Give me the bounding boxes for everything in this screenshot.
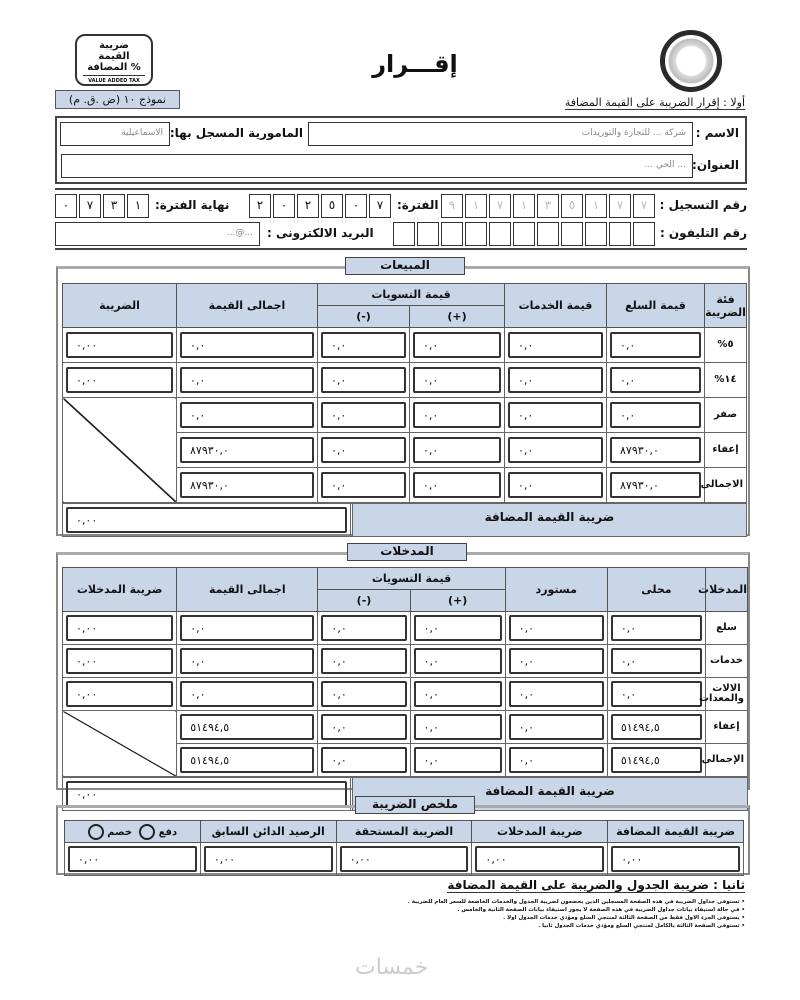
value-cell[interactable]: ٠,٠ <box>508 402 603 428</box>
value-cell[interactable]: ٨٧٩٣٠,٠ <box>180 437 314 463</box>
digit-box[interactable] <box>609 222 631 246</box>
notes-list <box>225 898 745 930</box>
name-field[interactable]: شركة ... للتجارة والتوريدات <box>308 122 693 146</box>
header-adjustments: قيمة التسويات <box>318 568 505 590</box>
digit-box[interactable]: ٩ <box>441 194 463 218</box>
digit-box[interactable]: ٧ <box>79 194 101 218</box>
value-cell[interactable]: ٠,٠ <box>321 681 406 707</box>
value-cell[interactable]: ٠,٠ <box>508 367 603 393</box>
value-cell[interactable]: ٥١٤٩٤,٥ <box>611 747 702 773</box>
email-label: البريد الالكترونى : <box>267 226 374 240</box>
summary-vat-value[interactable]: ٠,٠٠ <box>611 846 740 872</box>
digit-box[interactable]: ٧ <box>633 194 655 218</box>
office-field[interactable]: الاسماعيلية <box>60 122 170 146</box>
value-cell[interactable]: ٠,٠ <box>413 367 501 393</box>
value-cell[interactable]: ٠,٠ <box>611 648 702 674</box>
value-cell[interactable]: ٠,٠ <box>413 402 501 428</box>
inputs-table <box>62 567 748 811</box>
deduct-radio[interactable] <box>88 824 104 840</box>
value-cell[interactable]: ٥١٤٩٤,٥ <box>611 714 702 740</box>
crossed-out-cell <box>63 711 177 777</box>
row-category: صفر <box>705 398 747 433</box>
note: • يستوفى الجزء الاول فقط من الصفحة الثالثة لمنتجي السلع ومؤدي خدمات الجدول اولا . <box>503 915 745 921</box>
sales-section <box>56 266 750 536</box>
digit-box[interactable] <box>585 222 607 246</box>
digit-box[interactable] <box>537 222 559 246</box>
value-cell[interactable]: ٠,٠ <box>610 367 701 393</box>
value-cell[interactable]: ٠,٠ <box>509 714 604 740</box>
value-cell[interactable]: ٠,٠ <box>321 437 406 463</box>
value-cell[interactable]: ٠,٠ <box>414 648 502 674</box>
watermark: خمسات <box>355 955 429 980</box>
name-label: الاسم : <box>695 126 739 140</box>
digit-box[interactable]: ٢ <box>249 194 271 218</box>
summary-table <box>64 820 744 876</box>
pay-label: دفع <box>158 826 178 838</box>
value-cell[interactable]: ٠,٠ <box>180 681 314 707</box>
value-cell[interactable]: ٠,٠ <box>321 332 406 358</box>
value-cell[interactable]: ٠,٠ <box>509 615 604 641</box>
value-cell[interactable]: ٨٧٩٣٠,٠ <box>180 472 314 498</box>
digit-box[interactable]: ٧ <box>609 194 631 218</box>
registration-box <box>55 188 747 250</box>
value-cell[interactable]: ٠,٠ <box>509 681 604 707</box>
value-cell[interactable]: ٠,٠ <box>414 681 502 707</box>
page-title: إقـــرار <box>372 50 458 78</box>
digit-box[interactable]: ٠ <box>345 194 367 218</box>
table-row <box>63 711 748 744</box>
header-goods: قيمة السلع <box>607 284 705 328</box>
summary-section <box>56 805 750 875</box>
form-number-badge: نموذج ١٠ (ض .ق. م) <box>55 90 180 109</box>
row-category: إعفاء <box>705 711 747 744</box>
digit-box[interactable] <box>633 222 655 246</box>
header-plus: (+) <box>410 590 505 612</box>
digit-box[interactable]: ٣ <box>103 194 125 218</box>
table-row <box>63 363 747 398</box>
header-minus: (-) <box>318 590 410 612</box>
value-cell[interactable]: ٠,٠ <box>321 615 406 641</box>
vat-label: ضريبة القيمة المضافة <box>353 778 747 810</box>
digit-box[interactable] <box>417 222 439 246</box>
row-category: سلع <box>705 612 747 645</box>
value-cell[interactable]: ٠,٠ <box>321 648 406 674</box>
value-cell[interactable]: ٨٧٩٣٠,٠ <box>610 437 701 463</box>
summary-pay-deduct <box>65 821 201 843</box>
period-end-boxes[interactable] <box>55 194 149 218</box>
summary-pay-deduct-value[interactable]: ٠,٠٠ <box>68 846 197 872</box>
row-category: خدمات <box>705 645 747 678</box>
header-services: قيمة الخدمات <box>505 284 607 328</box>
note: • تستوفى جداول الضريبة في هذه الصفحة المسجلين الذين يخضعون لضريبة الجدول والخدمات الخاضعة للسعر العام للضريبة . <box>407 899 745 905</box>
inputs-title: المدخلات <box>347 543 467 561</box>
deduct-label: خصم <box>107 826 133 838</box>
value-cell[interactable]: ٠,٠ <box>509 648 604 674</box>
table-row <box>63 328 747 363</box>
digit-box[interactable]: ١ <box>513 194 535 218</box>
sales-title: المبيعات <box>345 257 465 275</box>
period-boxes[interactable] <box>249 194 391 218</box>
note: • تستوفى الصفحة الثالثة بالكامل لمنتجي السلع ومؤدي خدمات الجدول ثانيا . <box>538 923 745 929</box>
digit-box[interactable]: ٣ <box>537 194 559 218</box>
table-row <box>63 678 748 711</box>
value-cell[interactable]: ٠,٠ <box>509 747 604 773</box>
digit-box[interactable]: ٧ <box>369 194 391 218</box>
note: • في حالة استيفاء بيانات جداول الضريبة في هذه الصفحة لا يجوز استيفاء بيانات الصفحة الثانية والخامس . <box>457 907 745 913</box>
phone-label: رقم التليفون : <box>659 226 747 240</box>
value-cell[interactable]: ٠,٠ <box>413 332 501 358</box>
header-adjustments: قيمة التسويات <box>318 284 505 306</box>
reg-number-boxes[interactable] <box>441 194 655 218</box>
value-cell[interactable]: ٠,٠ <box>414 714 502 740</box>
digit-box[interactable] <box>393 222 415 246</box>
digit-box[interactable]: ١ <box>127 194 149 218</box>
digit-box[interactable]: ١ <box>585 194 607 218</box>
header-category: المدخلات <box>705 568 747 612</box>
row-category: الإجمالى <box>705 744 747 777</box>
crossed-out-cell <box>63 398 177 503</box>
header-total: اجمالى القيمة <box>177 568 318 612</box>
email-field[interactable]: ...@... <box>55 222 260 246</box>
row-category: ١٤% <box>705 363 747 398</box>
digit-box[interactable]: ٧ <box>489 194 511 218</box>
tax-cell[interactable]: ٠,٠٠ <box>66 367 173 393</box>
summary-header-due-tax: الضريبة المستحقة <box>336 821 472 843</box>
summary-header-vat: ضريبة القيمة المضافة <box>608 821 744 843</box>
header-local: محلى <box>607 568 705 612</box>
tax-cell[interactable]: ٠,٠٠ <box>66 615 173 641</box>
value-cell[interactable]: ٠,٠ <box>180 367 314 393</box>
digit-box[interactable] <box>441 222 463 246</box>
pay-radio[interactable] <box>139 824 155 840</box>
vat-logo: ضريبة القيمة المضافة % VALUE ADDED TAX <box>75 34 153 86</box>
reg-label: رقم التسجيل : <box>659 198 747 212</box>
summary-header-prev-credit: الرصيد الدائن السابق <box>200 821 336 843</box>
value-cell[interactable]: ٠,٠ <box>414 747 502 773</box>
row-category: الالات والمعدات <box>705 678 747 711</box>
value-cell[interactable]: ٠,٠ <box>508 332 603 358</box>
value-cell[interactable]: ٠,٠ <box>180 648 314 674</box>
value-cell[interactable]: ٠,٠ <box>180 615 314 641</box>
digit-box[interactable]: ٢ <box>297 194 319 218</box>
value-cell[interactable]: ٠,٠ <box>414 615 502 641</box>
header-plus: (+) <box>410 306 505 328</box>
value-cell[interactable]: ٠,٠ <box>321 472 406 498</box>
value-cell[interactable]: ٠,٠ <box>180 332 314 358</box>
value-cell[interactable]: ٠,٠ <box>321 402 406 428</box>
digit-box[interactable] <box>561 222 583 246</box>
row-category: ٥% <box>705 328 747 363</box>
header-tax: ضريبة المدخلات <box>63 568 177 612</box>
digit-box[interactable] <box>489 222 511 246</box>
value-cell[interactable]: ٠,٠ <box>508 472 603 498</box>
summary-title: ملخص الضريبة <box>355 796 475 814</box>
digit-box[interactable]: ١ <box>465 194 487 218</box>
table-row <box>63 612 748 645</box>
summary-inputs-tax-value[interactable]: ٠,٠٠ <box>475 846 604 872</box>
row-category: إعفاء <box>705 433 747 468</box>
value-cell[interactable]: ٠,٠ <box>321 714 406 740</box>
header-category: فئة الضريبة <box>705 284 747 328</box>
summary-prev-credit-value[interactable]: ٠,٠٠ <box>204 846 333 872</box>
table-row <box>63 398 747 433</box>
value-cell[interactable]: ٠,٠ <box>413 437 501 463</box>
header-minus: (-) <box>318 306 410 328</box>
value-cell[interactable]: ٠,٠ <box>321 367 406 393</box>
tax-cell[interactable]: ٠,٠٠ <box>66 648 173 674</box>
vat-value[interactable]: ٠,٠٠ <box>66 507 347 533</box>
tax-cell[interactable]: ٠,٠٠ <box>66 332 173 358</box>
authority-seal-icon <box>660 30 722 92</box>
value-cell[interactable]: ٠,٠ <box>508 437 603 463</box>
value-cell[interactable]: ٠,٠ <box>413 472 501 498</box>
value-cell[interactable]: ٨٧٩٣٠,٠ <box>610 472 701 498</box>
value-cell[interactable]: ٠,٠ <box>611 615 702 641</box>
table-row <box>63 645 748 678</box>
vat-label: ضريبة القيمة المضافة <box>353 504 746 536</box>
tax-cell[interactable]: ٠,٠٠ <box>66 681 173 707</box>
digit-box[interactable] <box>465 222 487 246</box>
value-cell[interactable]: ٥١٤٩٤,٥ <box>180 747 314 773</box>
period-end-label: نهاية الفترة: <box>155 198 230 212</box>
period-label: الفترة: <box>397 198 439 212</box>
value-cell[interactable]: ٠,٠ <box>611 681 702 707</box>
vat-value[interactable]: ٠,٠٠ <box>66 781 347 807</box>
summary-header-inputs-tax: ضريبة المدخلات <box>472 821 608 843</box>
header-imported: مستورد <box>505 568 607 612</box>
taxpayer-info-box <box>55 116 747 184</box>
digit-box[interactable]: ٥ <box>321 194 343 218</box>
address-field[interactable]: ... الحي ... <box>61 154 693 178</box>
value-cell[interactable]: ٠,٠ <box>610 332 701 358</box>
section-first-heading: أولا : إقرار الضريبة على القيمة المضافة <box>564 96 745 109</box>
summary-due-tax-value[interactable]: ٠,٠٠ <box>340 846 469 872</box>
value-cell[interactable]: ٥١٤٩٤,٥ <box>180 714 314 740</box>
value-cell[interactable]: ٠,٠ <box>610 402 701 428</box>
header-total: اجمالى القيمة <box>177 284 318 328</box>
digit-box[interactable]: ٠ <box>55 194 77 218</box>
digit-box[interactable]: ٥ <box>561 194 583 218</box>
header-tax: الضريبة <box>63 284 177 328</box>
digit-box[interactable]: ٠ <box>273 194 295 218</box>
section-second-heading: ثانيا : ضريبة الجدول والضريبة على القيمة المضافة <box>447 878 745 892</box>
sales-table <box>62 283 747 537</box>
inputs-section <box>56 552 750 801</box>
row-category: الاجمالى <box>705 468 747 503</box>
office-label: المامورية المسجل بها: <box>169 126 303 140</box>
phone-boxes[interactable] <box>393 222 655 246</box>
value-cell[interactable]: ٠,٠ <box>180 402 314 428</box>
address-label: العنوان: <box>692 158 739 172</box>
digit-box[interactable] <box>513 222 535 246</box>
value-cell[interactable]: ٠,٠ <box>321 747 406 773</box>
